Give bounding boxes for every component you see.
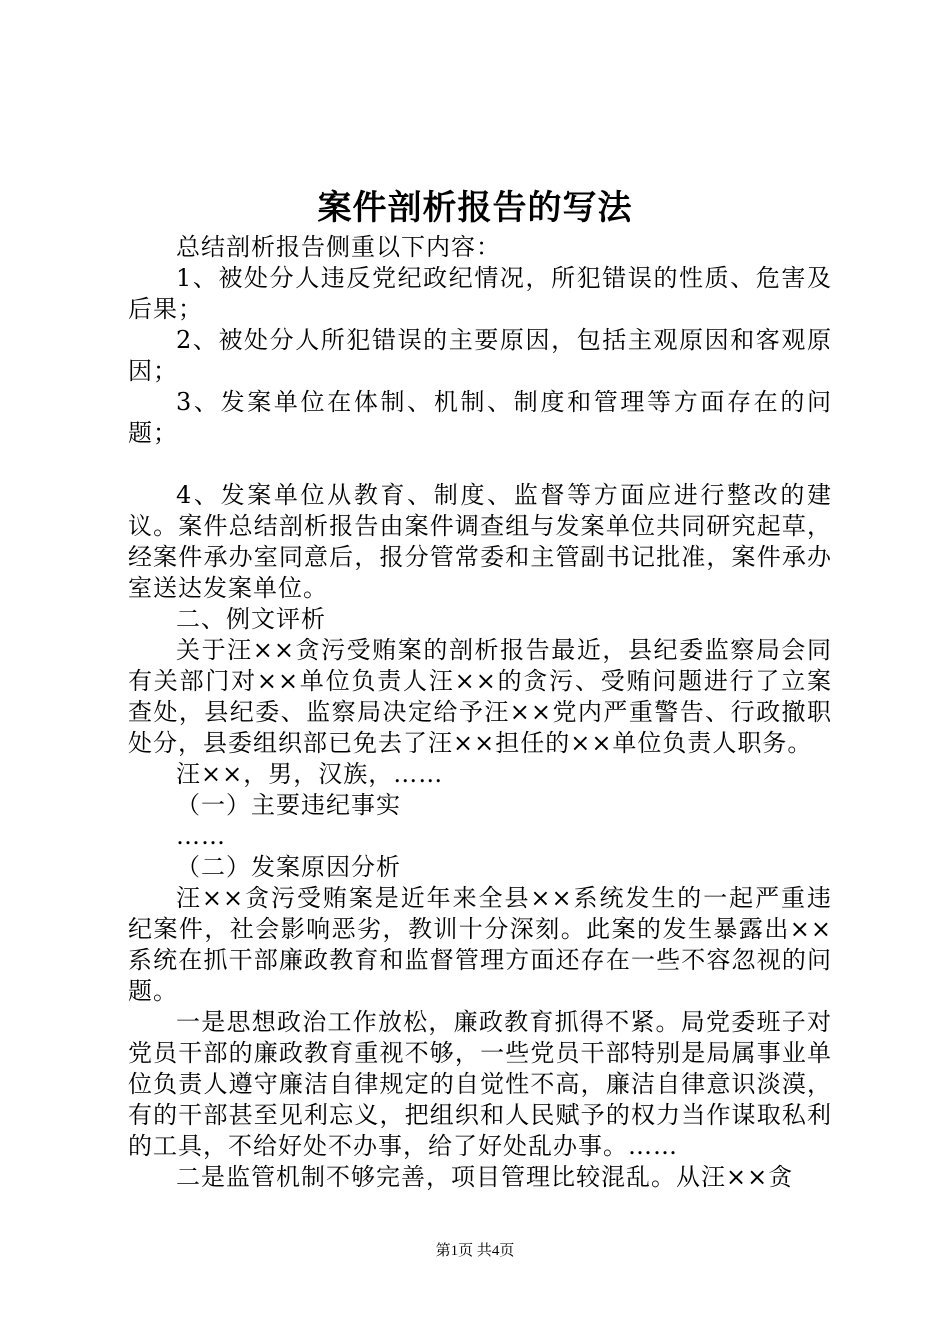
page-footer: 第1页 共4页	[435, 1243, 515, 1259]
paragraph-cause-2: 二是监管机制不够完善，项目管理比较混乱。从汪××贪	[176, 1163, 794, 1191]
section-heading-example: 二、例文评析	[176, 605, 326, 633]
paragraph-example-intro: 关于汪××贪污受贿案的剖析报告最近，县纪委监察局会同有关部门对××单位负责人汪××的贪污、受贿问题进行了立案查处，县纪委、监察局决定给予汪××党内严重警告、行政撤职处分，县委组织部已免去了汪××担任的××单位负责人职务。	[128, 636, 832, 757]
paragraph-person-info: 汪××，男，汉族，……	[176, 760, 444, 788]
paragraph-item-4: 4、发案单位从教育、制度、监督等方面应进行整改的建议。案件总结剖析报告由案件调查组与发案单位共同研究起草，经案件承办室同意后，报分管常委和主管副书记批准，案件承办室送达发案单位。	[128, 481, 832, 602]
subheading-facts: （一）主要违纪事实	[176, 791, 401, 819]
paragraph-item-2: 2、被处分人所犯错误的主要原因，包括主观原因和客观原因；	[128, 326, 832, 385]
document-body	[128, 232, 832, 1193]
paragraph-causes-summary: 汪××贪污受贿案是近年来全县××系统发生的一起严重违纪案件，社会影响恶劣，教训十分深刻。此案的发生暴露出××系统在抓干部廉政教育和监督管理方面还存在一些不容忽视的问题。	[128, 884, 832, 1005]
paragraph-item-3: 3、发案单位在体制、机制、制度和管理等方面存在的问题；	[128, 388, 832, 447]
document-title: 案件剖析报告的写法	[317, 188, 633, 228]
paragraph-intro: 总结剖析报告侧重以下内容：	[176, 233, 501, 261]
paragraph-item-1: 1、被处分人违反党纪政纪情况，所犯错误的性质、危害及后果；	[128, 264, 832, 323]
subheading-causes: （二）发案原因分析	[176, 853, 401, 881]
paragraph-gap	[128, 449, 832, 480]
paragraph-ellipsis: ……	[176, 822, 226, 850]
paragraph-cause-1: 一是思想政治工作放松，廉政教育抓得不紧。局党委班子对党员干部的廉政教育重视不够，一些党员干部特别是局属事业单位负责人遵守廉洁自律规定的自觉性不高，廉洁自律意识淡漠，有的干部甚至见利忘义，把组织和人民赋予的权力当作谋取私利的工具，不给好处不办事，给了好处乱办事。……	[128, 1008, 832, 1160]
